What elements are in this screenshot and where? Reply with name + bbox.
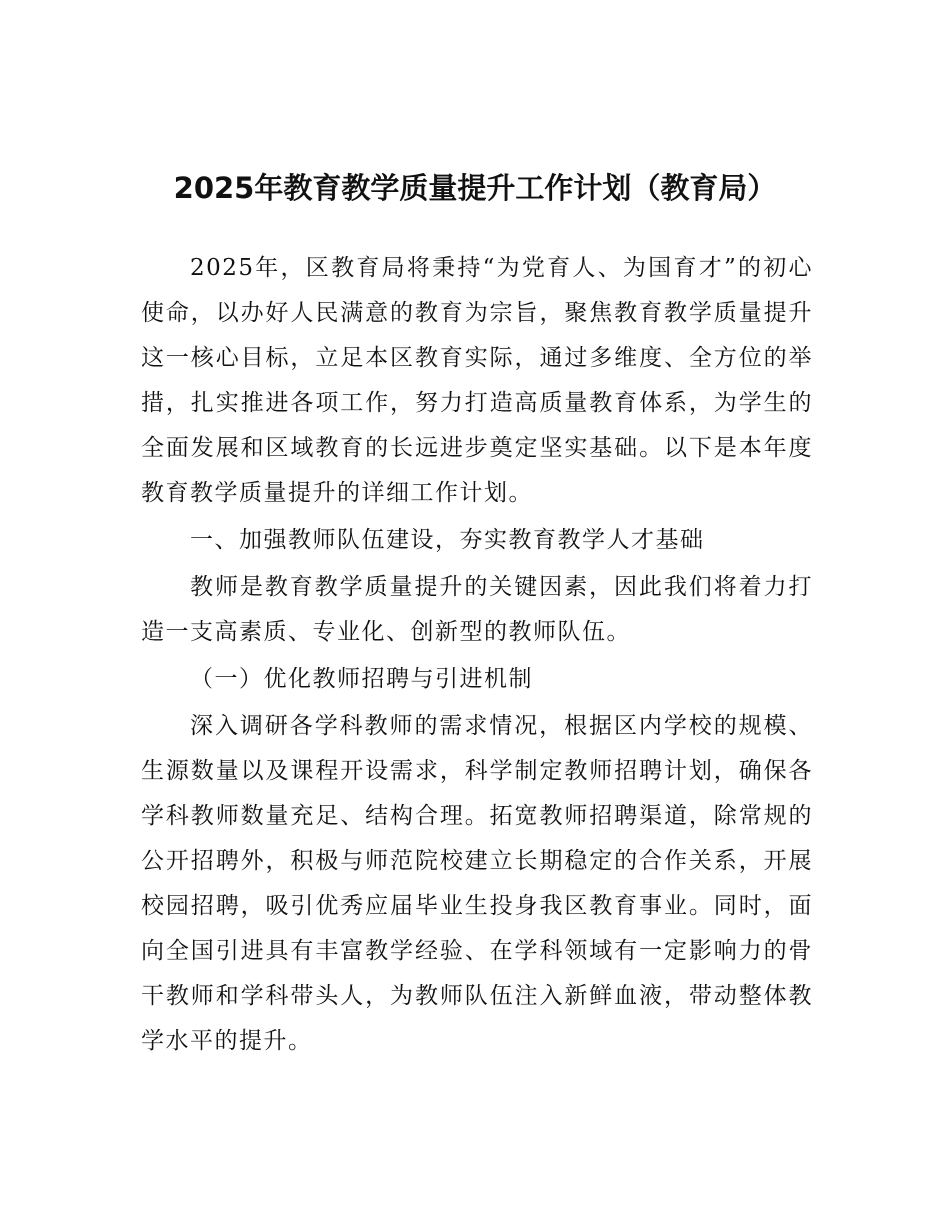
subsection-heading-1: （一）优化教师招聘与引进机制 (190, 666, 533, 692)
section-1-paragraph: 教师是教育教学质量提升的关键因素，因此我们将着力打造一支高素质、专业化、创新型的教师队伍。 (141, 574, 813, 645)
subsection-1-paragraph: 深入调研各学科教师的需求情况，根据区内学校的规模、生源数量以及课程开设需求，科学制定教师招聘计划，确保各学科教师数量充足、结构合理。拓宽教师招聘渠道，除常规的公开招聘外，积极与师范院校建立长期稳定的合作关系，开展校园招聘，吸引优秀应届毕业生投身我区教育事业。同时，面向全国引进具有丰富教学经验、在学科领域有一定影响力的骨干教师和学科带头人，为教师队伍注入新鲜血液，带动整体教学水平的提升。 (141, 713, 813, 1054)
document-title: 2025年教育教学质量提升工作计划（教育局） (173, 171, 777, 205)
section-heading-1: 一、加强教师队伍建设，夯实教育教学人才基础 (190, 527, 705, 553)
intro-paragraph: 2025年，区教育局将秉持“为党育人、为国育才”的初心使命，以办好人民满意的教育为宗旨，聚焦教育教学质量提升这一核心目标，立足本区教育实际，通过多维度、全方位的举措，扎实推进各项工作，努力打造高质量教育体系，为学生的全面发展和区域教育的长远进步奠定坚实基础。以下是本年度教育教学质量提升的详细工作计划。 (141, 255, 813, 506)
document-body (141, 246, 813, 1064)
